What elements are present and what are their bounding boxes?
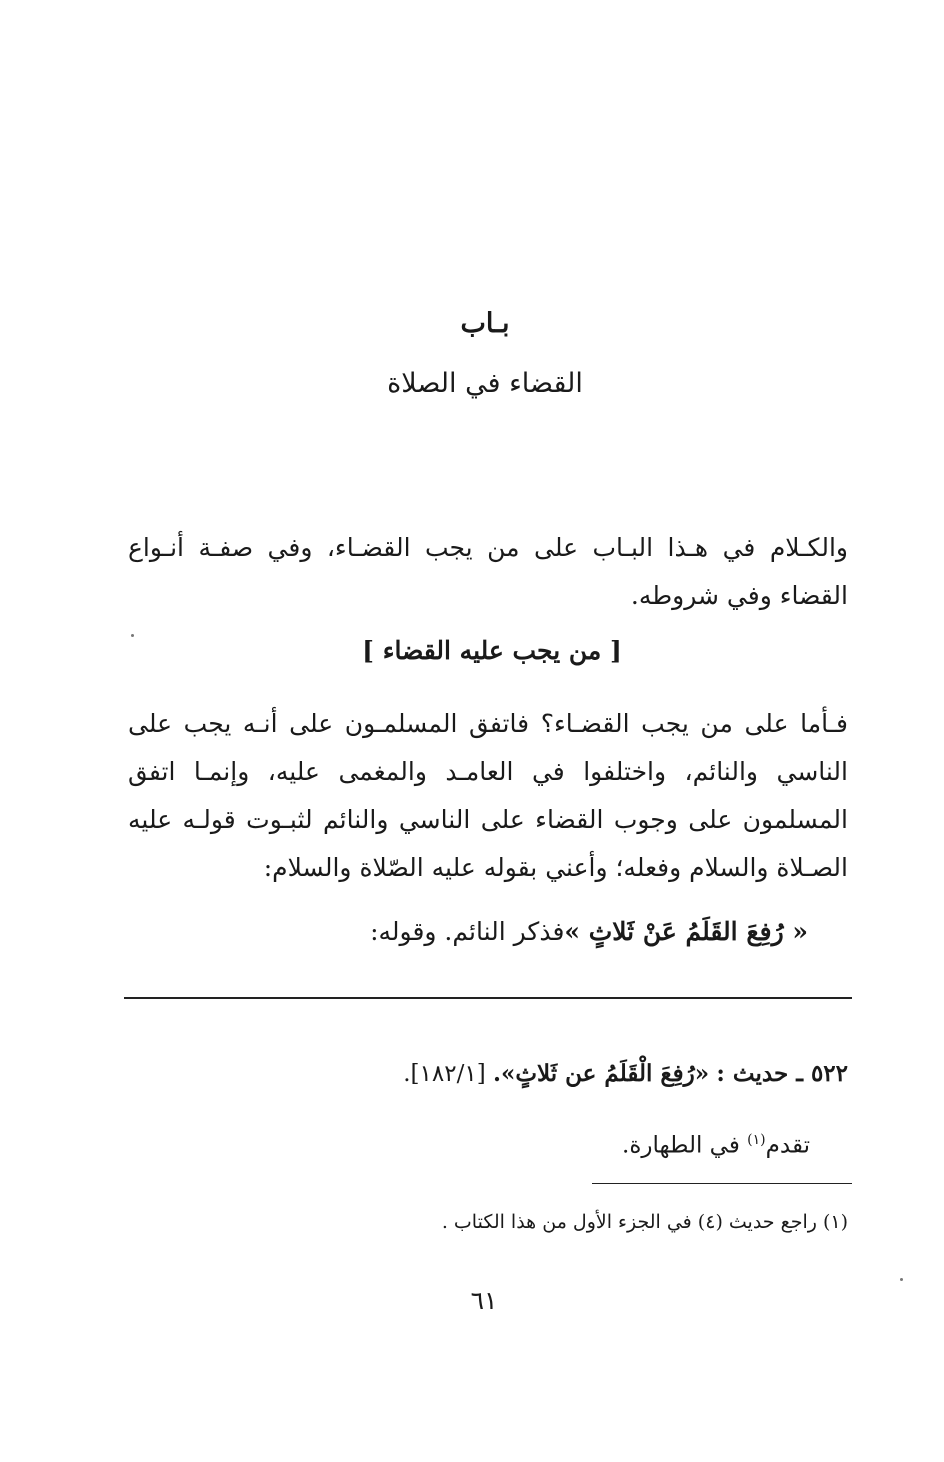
section-heading: [ من يجب عليه القضاء ] [362, 636, 622, 665]
footnote: (١) راجع حديث (٤) في الجزء الأول من هذا الكتاب . [441, 1211, 848, 1233]
scan-speck [900, 1278, 903, 1281]
page-number: ٦١ [470, 1286, 498, 1315]
note-text-after: في الطهارة. [622, 1132, 748, 1159]
quote-continuation: فذكر النائم. وقوله: [370, 917, 565, 946]
note-text-before: تقدم [765, 1132, 810, 1159]
footnote-marker: (١) [747, 1132, 766, 1148]
chapter-label: بـاب [460, 308, 510, 339]
chapter-title: القضاء في الصلاة [387, 368, 583, 399]
footnote-rule [592, 1183, 852, 1184]
hadith-quote: « رُفِعَ القَلَمُ عَنْ ثَلاثٍ » [564, 917, 808, 946]
scan-speck [131, 634, 134, 637]
hadith-quote-line [128, 908, 848, 956]
separator-rule [124, 997, 852, 999]
commentary-note [128, 1120, 848, 1166]
hadith-reference [128, 1054, 848, 1094]
intro-paragraph: والكـلام في هـذا البـاب على من يجب القضـاء، وفي صفـة أنـواع القضاء وفي شروطه. [128, 533, 848, 610]
body-paragraph: فـأما على من يجب القضـاء؟ فاتفق المسلمـون على أنـه يجب على الناسي والنائم، واختلفوا في العامـد والمغمى عليه، وإنمـا اتفق المسلمون على وجوب القضاء على الناسي والنائم لثبـوت قولـه عليه الصـلاة والسلام وفعله؛ وأعني بقوله عليه الصّلاة والسلام: [128, 709, 848, 882]
hadith-number: ٥٢٢ ـ حديث : [716, 1060, 848, 1087]
hadith-text: «رُفِعَ الْقَلَمُ عن ثَلاثٍ». [493, 1060, 710, 1087]
volume-reference: [١٨٢/١]. [403, 1061, 486, 1087]
